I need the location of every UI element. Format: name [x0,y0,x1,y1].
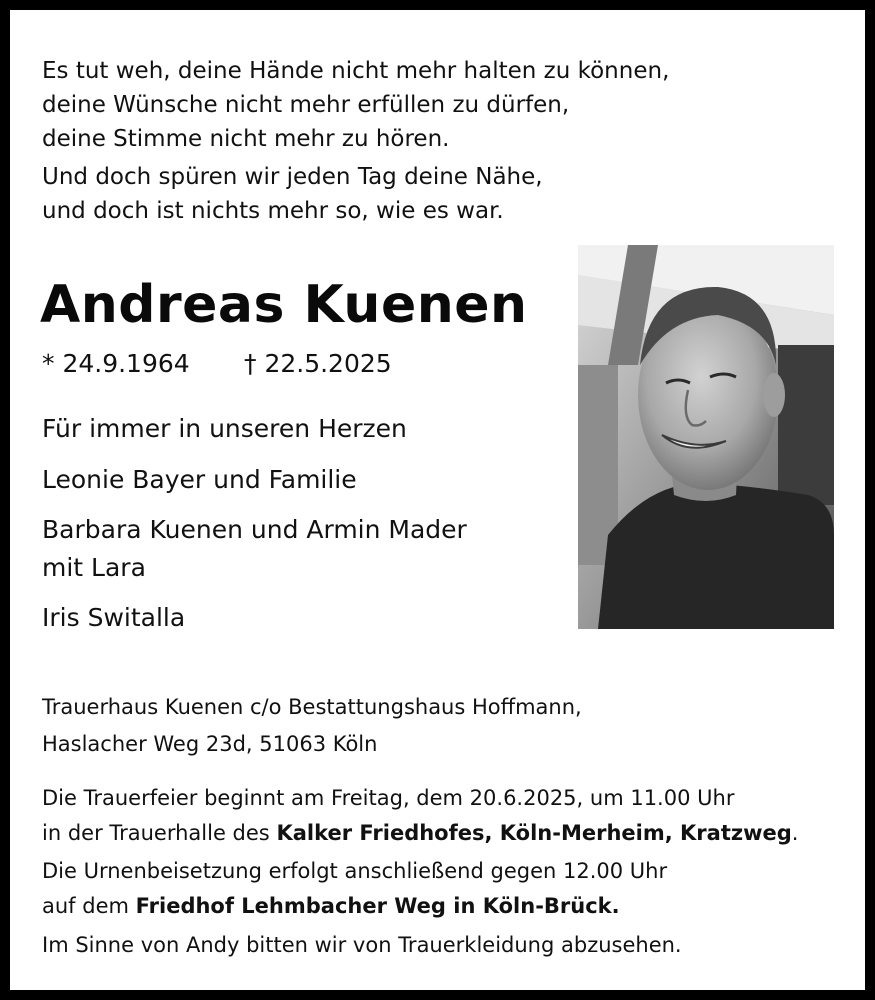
birth-date: * 24.9.1964 [42,349,190,378]
poem-line: deine Stimme nicht mehr zu hören. [42,126,450,152]
address-line: Haslacher Weg 23d, 51063 Köln [42,732,378,756]
ceremony-text: in der Trauerhalle des [42,821,277,845]
mourner-family: Barbara Kuenen und Armin Mader [42,515,467,544]
burial-venue: Friedhof Lehmbacher Weg in Köln-Brück. [135,894,620,918]
ceremony-line [42,889,620,924]
ceremony-line [42,816,798,851]
deceased-name: Andreas Kuenen [40,275,528,335]
poem-line: Und doch spüren wir jeden Tag deine Nähe, [42,164,543,190]
death-date: † 22.5.2025 [244,349,392,378]
ceremony-text: auf dem [42,894,136,918]
motto: Für immer in unseren Herzen [42,414,407,443]
mourner-family: mit Lara [42,553,146,582]
poem-line: deine Wünsche nicht mehr erfüllen zu dürfen, [42,92,570,118]
ceremony-line: Die Trauerfeier beginnt am Freitag, dem 20.6.2025, um 11.00 Uhr [42,786,735,810]
poem-line: Es tut weh, deine Hände nicht mehr halten zu können, [42,58,670,84]
mourner-family: Iris Switalla [42,603,186,632]
mourner-family: Leonie Bayer und Familie [42,465,357,494]
address-line: Trauerhaus Kuenen c/o Bestattungshaus Hoffmann, [42,695,582,719]
portrait-illustration [578,245,834,629]
ceremony-venue: Kalker Friedhofes, Köln-Merheim, Kratzweg [276,821,792,845]
ceremony-text: . [791,821,799,845]
poem-line: und doch ist nichts mehr so, wie es war. [42,198,504,224]
portrait-photo [578,245,834,629]
ceremony-line: Im Sinne von Andy bitten wir von Trauerkleidung abzusehen. [42,933,682,957]
ceremony-line: Die Urnenbeisetzung erfolgt anschließend gegen 12.00 Uhr [42,859,668,883]
